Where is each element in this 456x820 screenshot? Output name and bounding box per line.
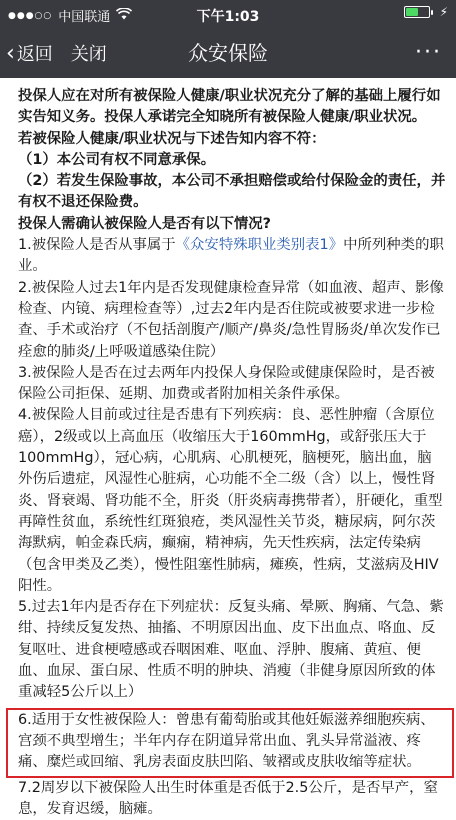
- signal-icon: ●●●○○: [8, 11, 52, 21]
- more-options-button[interactable]: ···: [415, 28, 442, 78]
- back-button[interactable]: [6, 40, 53, 66]
- intro-paragraph-2: 若被保险人健康/职业状况与下述告知内容不符：: [18, 129, 446, 150]
- question-item-1: 1.被保险人是否从事属于《众安特殊职业类别表1》中所列种类的职业。: [18, 235, 446, 278]
- nav-bar: [0, 28, 456, 78]
- question-item-6: 6.适用于女性被保险人：曾患有葡萄胎或其他妊娠滋养细胞疾病、宫颈不典型增生；半年内存在阴道异常出血、乳头异常溢液、疼痛、糜烂或回缩、乳房表面皮肤凹陷、皱褶或皮肤收缩等症状。: [18, 710, 446, 774]
- carrier-label: 中国联通: [58, 6, 110, 25]
- nav-left: [6, 28, 107, 78]
- intro-paragraph-5: 投保人需确认被保险人是否有以下情况?: [18, 214, 446, 235]
- intro-paragraph-4: （2）若发生保险事故，本公司不承担赔偿或给付保险金的责任，并有权不退还保险费。: [18, 171, 446, 214]
- occupation-table-link[interactable]: 《众安特殊职业类别表1》: [176, 237, 343, 253]
- back-label: 返回: [17, 44, 53, 65]
- question-item-2: 2.被保险人过去1年内是否发现健康检查异常（如血液、超声、影像检查、内镜、病理检查等）,过去2年内是否住院或被要求进一步检查、手术或治疗（不包括剖腹产/顺产/鼻炎/急性胃肠炎/单次发作已痊愈的肺炎/上呼吸道感染住院）: [18, 278, 446, 363]
- notice-content: [0, 78, 456, 804]
- charging-icon: ⚡: [440, 5, 448, 19]
- question-item-3: 3.被保险人是否在过去两年内投保人身保险或健康保险时，是否被保险公司拒保、延期、加费或者附加相关条件承保。: [18, 363, 446, 406]
- intro-paragraph-1: 投保人应在对所有被保险人健康/职业状况充分了解的基础上履行如实告知义务。投保人承诺完全知晓所有被保险人健康/职业状况。: [18, 86, 446, 129]
- question-item-4: 4.被保险人目前或过往是否患有下列疾病：良、恶性肿瘤（含原位癌），2级或以上高血压（收缩压大于160mmHg，或舒张压大于100mmHg），冠心病，心肌病、心肌梗死，脑梗死，脑出血，脑外伤后遗症，风湿性心脏病，心功能不全二级（含）以上，慢性肾炎、肾衰竭、肾功能不全，肝炎（肝炎病毒携带者），肝硬化，重型再障性贫血，系统性红斑狼疮，类风湿性关节炎，糖尿病，阿尔茨海默病，帕金森氏病，癫痫，精神病，先天性疾病，法定传染病（包含甲类及乙类），慢性阻塞性肺病，瘫痪，性病，艾滋病及HIV阳性。: [18, 405, 446, 597]
- question-item-7: 7.2周岁以下被保险人出生时体重是否低于2.5公斤，是否早产，窒息，发育迟缓，脑瘫。: [18, 778, 446, 820]
- close-button[interactable]: 关闭: [71, 40, 107, 66]
- chevron-left-icon: ‹: [6, 41, 15, 66]
- status-bar: [0, 0, 456, 28]
- status-time: 下午1:03: [0, 6, 456, 26]
- intro-paragraph-3: （1）本公司有权不同意承保。: [18, 150, 446, 171]
- status-right: [404, 5, 448, 19]
- page-title: 众安保险: [0, 28, 456, 78]
- battery-icon: [404, 6, 430, 18]
- highlight-box: [6, 708, 454, 778]
- question-item-5: 5.过去1年内是否存在下列症状：反复头痛、晕厥、胸痛、气急、紫绀、持续反复发热、抽搐、不明原因出血、皮下出血点、咯血、反复呕吐、进食梗噎感或吞咽困难、呕血、浮肿、腹痛、黄疸、便血、血尿、蛋白尿、性质不明的肿块、消瘦（非健身原因所致的体重减轻5公斤以上）: [18, 597, 446, 703]
